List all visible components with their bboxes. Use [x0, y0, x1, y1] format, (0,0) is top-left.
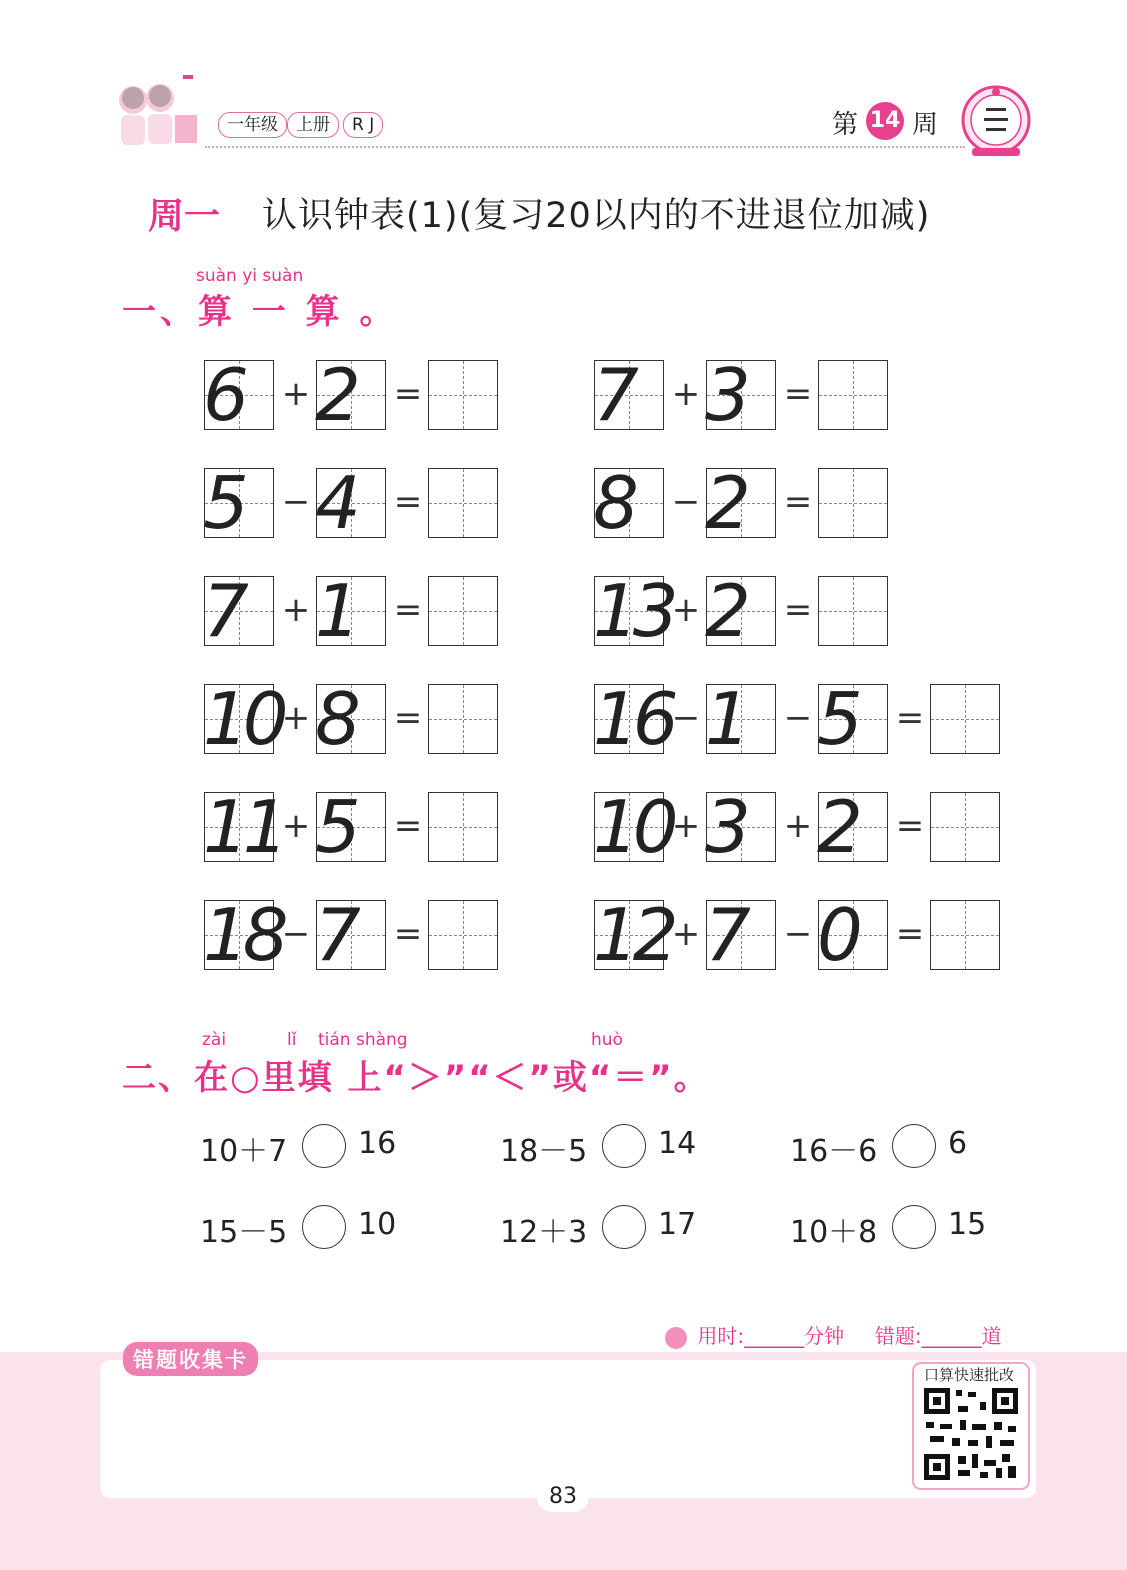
number-box	[593, 569, 673, 653]
operator-sign: +	[783, 806, 813, 846]
answer-box[interactable]	[428, 684, 498, 754]
day-label: 周一	[148, 196, 221, 237]
number-box	[817, 893, 888, 977]
given-number: 10	[203, 677, 283, 761]
answer-box[interactable]	[818, 468, 888, 538]
compare-answer-circle[interactable]	[302, 1205, 346, 1249]
given-number: 10	[593, 785, 673, 869]
number-box	[315, 353, 386, 437]
given-number: 5	[817, 677, 857, 761]
number-box	[203, 785, 283, 869]
compare-value: 14	[658, 1126, 697, 1161]
compare-expression: 18－5	[500, 1134, 588, 1169]
number-box	[705, 893, 776, 977]
operator-sign: +	[671, 590, 701, 630]
equals-sign: =	[783, 374, 813, 414]
answer-box[interactable]	[930, 900, 1000, 970]
compare-answer-circle[interactable]	[602, 1124, 646, 1168]
equals-sign: =	[393, 698, 423, 738]
compare-answer-circle[interactable]	[892, 1124, 936, 1168]
equals-sign: =	[895, 914, 925, 954]
operator-sign: +	[281, 374, 311, 414]
given-number: 12	[593, 893, 673, 977]
equals-sign: =	[783, 590, 813, 630]
given-number: 2	[705, 461, 745, 545]
operator-sign: −	[783, 698, 813, 738]
time-label: 用时:______分钟	[697, 1324, 845, 1348]
given-number: 18	[203, 893, 283, 977]
header-divider	[205, 146, 965, 148]
equals-sign: =	[393, 914, 423, 954]
answer-box[interactable]	[930, 792, 1000, 862]
given-number: 4	[315, 461, 355, 545]
operator-sign: −	[671, 698, 701, 738]
pinyin-li: lǐ	[287, 1030, 297, 1050]
given-number: 2	[817, 785, 857, 869]
number-box	[315, 893, 386, 977]
given-number: 1	[705, 677, 745, 761]
given-number: 7	[203, 569, 243, 653]
equals-sign: =	[393, 482, 423, 522]
compare-expression: 16－6	[790, 1134, 878, 1169]
pinyin-zai: zài	[202, 1030, 227, 1050]
number-box	[705, 353, 776, 437]
compare-expression: 10＋7	[200, 1134, 288, 1169]
number-box	[705, 785, 776, 869]
number-box	[315, 569, 386, 653]
number-box	[593, 785, 673, 869]
number-box	[593, 893, 673, 977]
error-card-label: 错题收集卡	[123, 1342, 258, 1376]
answer-box[interactable]	[930, 684, 1000, 754]
number-box	[315, 785, 386, 869]
week-suffix: 周	[912, 110, 939, 140]
operator-sign: +	[281, 806, 311, 846]
answer-box[interactable]	[428, 576, 498, 646]
given-number: 3	[705, 353, 745, 437]
section1-title: 一、算 一 算 。	[122, 292, 398, 332]
number-box	[817, 677, 888, 761]
operator-sign: −	[671, 482, 701, 522]
clock-icon	[665, 1327, 687, 1349]
given-number: 1	[315, 569, 355, 653]
errors-label: 错题:______道	[874, 1324, 1002, 1348]
given-number: 2	[315, 353, 355, 437]
compare-expression: 12＋3	[500, 1215, 588, 1250]
number-box	[593, 461, 664, 545]
number-box	[705, 569, 776, 653]
edition-pill: R J	[343, 112, 383, 138]
given-number: 5	[315, 785, 355, 869]
compare-expression: 10＋8	[790, 1215, 878, 1250]
compare-answer-circle[interactable]	[892, 1205, 936, 1249]
equals-sign: =	[393, 590, 423, 630]
week-number-badge: 14	[866, 102, 904, 140]
operator-sign: +	[671, 374, 701, 414]
timer-row	[665, 1320, 1002, 1349]
compare-value: 10	[358, 1207, 397, 1242]
equals-sign: =	[895, 698, 925, 738]
equals-sign: =	[783, 482, 813, 522]
compare-answer-circle[interactable]	[602, 1205, 646, 1249]
given-number: 5	[203, 461, 243, 545]
operator-sign: −	[281, 914, 311, 954]
answer-box[interactable]	[428, 900, 498, 970]
given-number: 7	[593, 353, 633, 437]
operator-sign: +	[281, 590, 311, 630]
compare-value: 16	[358, 1126, 397, 1161]
operator-sign: −	[783, 914, 813, 954]
given-number: 7	[315, 893, 355, 977]
volume-pill: 上册	[287, 112, 339, 138]
given-number: 6	[203, 353, 243, 437]
number-box	[705, 461, 776, 545]
header-illustration	[105, 70, 205, 155]
answer-box[interactable]	[428, 360, 498, 430]
given-number: 16	[593, 677, 673, 761]
number-box	[203, 461, 274, 545]
number-box	[315, 677, 386, 761]
equals-sign: =	[895, 806, 925, 846]
given-number: 7	[705, 893, 745, 977]
equals-sign: =	[393, 374, 423, 414]
equals-sign: =	[393, 806, 423, 846]
pinyin-tian-shang: tián shàng	[318, 1030, 408, 1050]
operator-sign: −	[281, 482, 311, 522]
answer-box[interactable]	[818, 360, 888, 430]
compare-value: 17	[658, 1207, 697, 1242]
section2-title: 二、在○里填 上“＞”“＜”或“＝”。	[122, 1058, 710, 1098]
given-number: 8	[315, 677, 355, 761]
given-number: 3	[705, 785, 745, 869]
number-box	[315, 461, 386, 545]
operator-sign: +	[281, 698, 311, 738]
operator-sign: +	[671, 914, 701, 954]
answer-box[interactable]	[428, 792, 498, 862]
page-number: 83	[537, 1482, 589, 1512]
error-collection-card	[100, 1360, 1036, 1498]
week-prefix: 第	[832, 110, 859, 140]
answer-box[interactable]	[428, 468, 498, 538]
number-box	[203, 893, 283, 977]
grade-pill: 一年级	[218, 112, 287, 138]
compare-answer-circle[interactable]	[302, 1124, 346, 1168]
pinyin-huo: huò	[591, 1030, 623, 1050]
number-box	[203, 569, 274, 653]
compare-expression: 15－5	[200, 1215, 288, 1250]
number-box	[203, 677, 283, 761]
lesson-title: 认识钟表(1)(复习20以内的不进退位加减)	[262, 196, 931, 236]
number-box	[593, 677, 673, 761]
given-number: 13	[593, 569, 673, 653]
compare-value: 6	[948, 1126, 968, 1161]
number-box	[705, 677, 776, 761]
given-number: 2	[705, 569, 745, 653]
brand-logo	[960, 80, 1032, 160]
number-box	[593, 353, 664, 437]
number-box	[817, 785, 888, 869]
compare-value: 15	[948, 1207, 987, 1242]
section1-pinyin: suàn yi suàn	[196, 266, 304, 286]
given-number: 8	[593, 461, 633, 545]
operator-sign: +	[671, 806, 701, 846]
given-number: 0	[817, 893, 857, 977]
number-box	[203, 353, 274, 437]
qr-label: 口算快速批改	[924, 1366, 1015, 1384]
given-number: 11	[203, 785, 283, 869]
answer-box[interactable]	[818, 576, 888, 646]
